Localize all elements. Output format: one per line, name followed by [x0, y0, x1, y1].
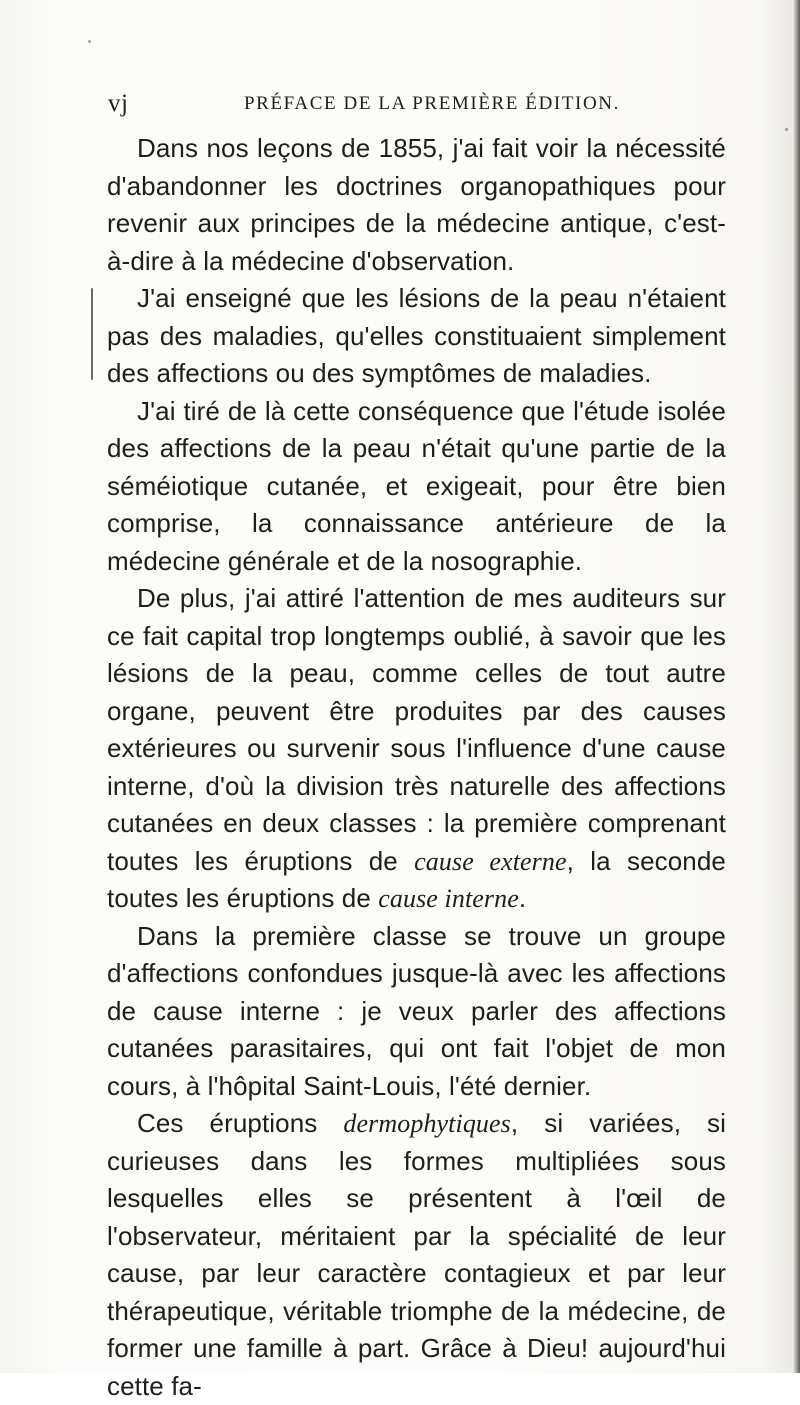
- cause-interne-italic: cause interne: [378, 884, 519, 913]
- body-text: [107, 130, 726, 1405]
- page-edge-shadow: [793, 0, 800, 1373]
- running-head: PRÉFACE DE LA PREMIÈRE ÉDITION.: [244, 93, 620, 114]
- paragraph-4-text-c: .: [518, 883, 527, 913]
- cause-externe-italic: cause externe: [414, 846, 567, 876]
- paragraph-6-text-a: Ces éruptions: [137, 1108, 344, 1138]
- page-number: vj: [108, 90, 129, 117]
- paragraph-1: Dans nos leçons de 1855, j'ai fait voir la nécessité d'abandonner les doctrines organopathiques pour revenir aux principes de la médecine antique, c'est-à-dire à la médecine d'observation.: [107, 133, 726, 276]
- paper-speck: [785, 128, 788, 131]
- dermophytiques-italic: dermophytiques: [343, 1109, 511, 1138]
- paragraph-3: J'ai tiré de là cette conséquence que l'étude isolée des affections de la peau n'était qu'une partie de la séméiotique cutanée, et exigeait, pour être bien comprise, la connaissance antérieure de la médecine générale et de la nosographie.: [107, 395, 726, 576]
- paragraph-4-text-b: , la seconde toutes les éruptions de: [107, 845, 726, 913]
- page-header: [108, 90, 718, 122]
- paragraph-5: Dans la première classe se trouve un groupe d'affections confondues jusque-là avec les affections de cause interne : je veux parler des affections cutanées parasitaires, qui ont fait l'objet de mon cours, à l'hôpital Saint-Louis, l'été dernier.: [107, 920, 726, 1101]
- paragraph-6: [107, 1105, 726, 1405]
- paragraph-4: [107, 580, 726, 918]
- paragraph-4-text-a: De plus, j'ai attiré l'attention de mes auditeurs sur ce fait capital trop longtemps oublié, à savoir que les lésions de la peau, comme celles de tout autre organe, peuvent être produites par des causes extérieures ou survenir sous l'influence d'une cause interne, d'où la division très naturelle des affections cutanées en deux classes : la première comprenant toutes les éruptions de: [107, 583, 726, 876]
- margin-pencil-mark: [91, 288, 93, 380]
- paragraph-2: J'ai enseigné que les lésions de la peau n'étaient pas des maladies, qu'elles constituaient simplement des affections ou des symptômes de maladies.: [107, 283, 726, 388]
- paragraph-6-text-b: , si variées, si curieuses dans les formes multipliées sous lesquelles elles se présentent à l'œil de l'observateur, méritaient par la spécialité de leur cause, par leur caractère contagieux et par leur thérapeutique, véritable triomphe de la médecine, de former une famille à part. Grâce à Dieu! aujourd'hui cette fa-: [107, 1108, 727, 1401]
- paper-speck: [88, 40, 91, 43]
